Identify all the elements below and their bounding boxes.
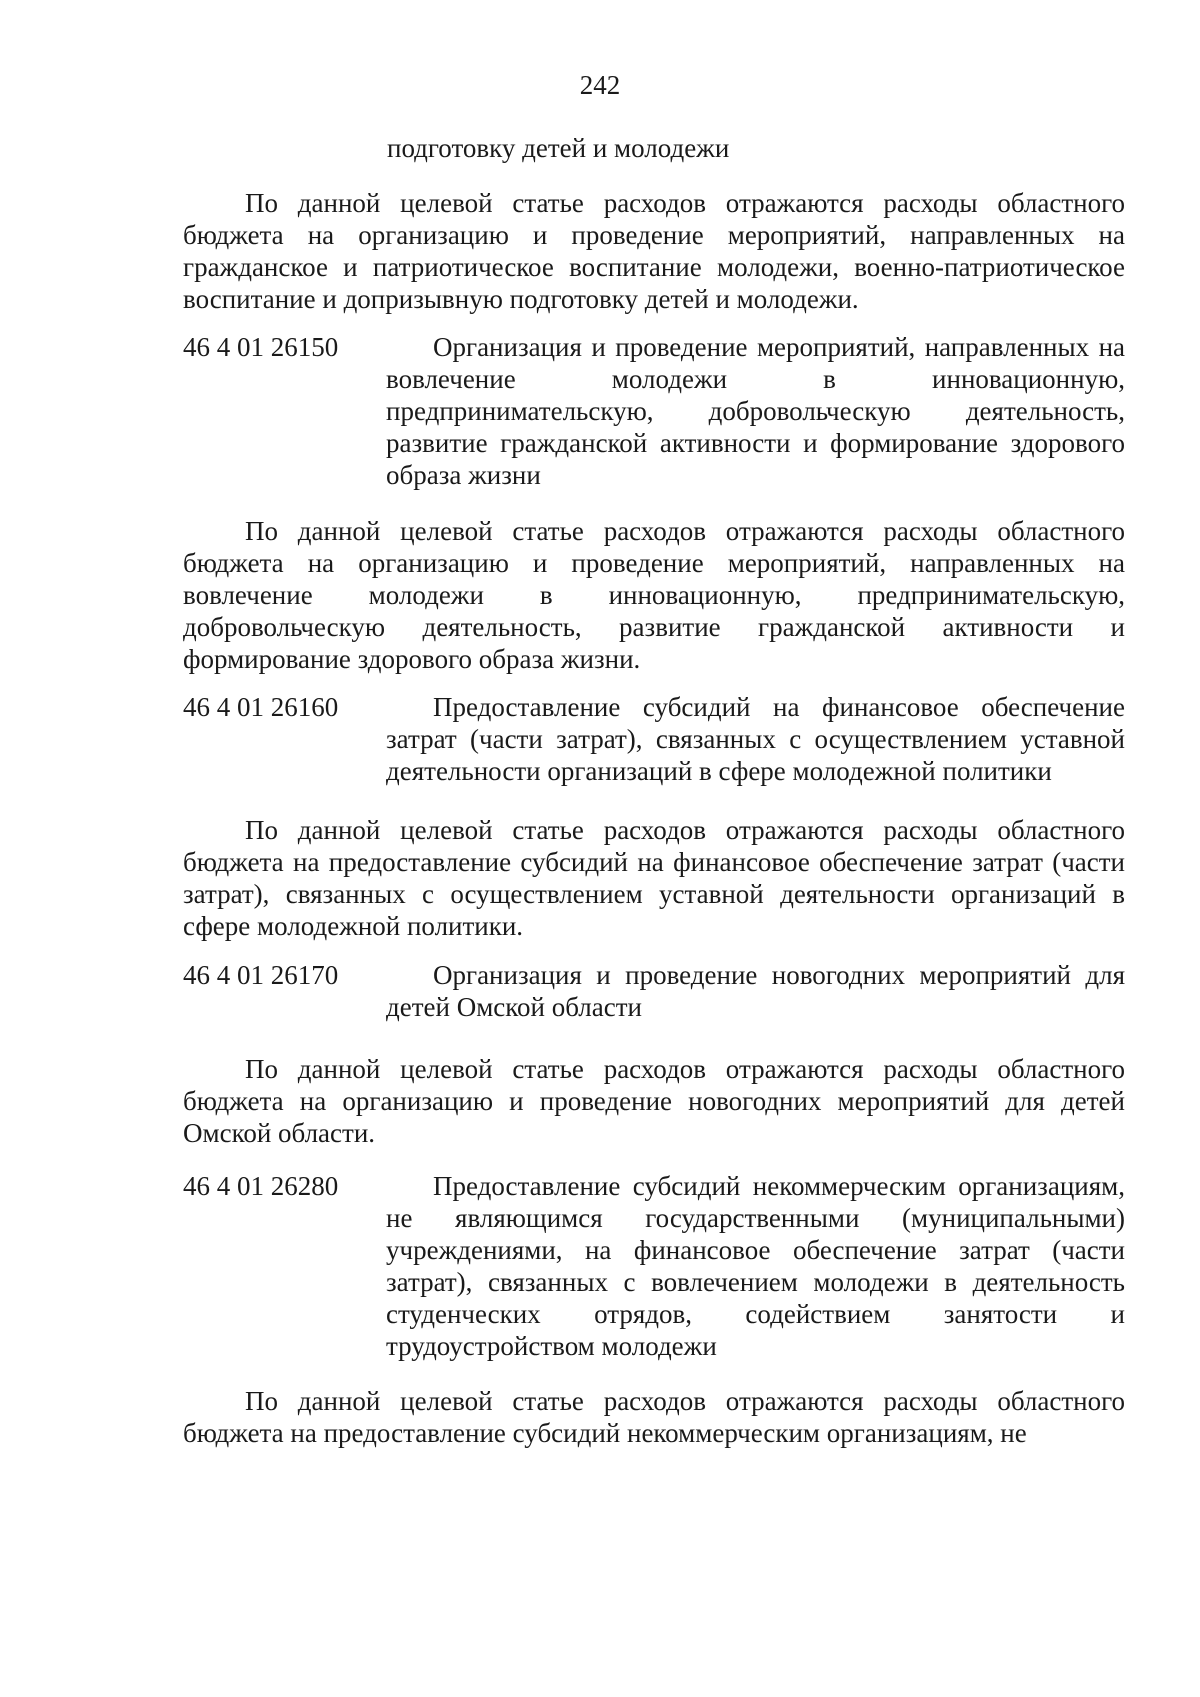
description-paragraph: По данной целевой статье расходов отражаются расходы областного бюджета на организацию и проведение мероприятий, направленных на вовлечение молодежи в инновационную, предпринимательскую, добровольческую деятельность, развитие гражданской активности и формирование здорового образа жизни. (183, 516, 1125, 674)
budget-code: 46 4 01 26160 (183, 692, 339, 722)
budget-code: 46 4 01 26170 (183, 960, 339, 990)
description-paragraph: По данной целевой статье расходов отражаются расходы областного бюджета на организацию и проведение мероприятий, направленных на гражданское и патриотическое воспитание молодежи, военно-патриотическое воспитание и допризывную подготовку детей и молодежи. (183, 188, 1125, 314)
section-heading-continuation: подготовку детей и молодежи (387, 133, 730, 163)
page-number: 242 (579, 70, 621, 100)
description-paragraph: По данной целевой статье расходов отражаются расходы областного бюджета на предоставление субсидий некоммерческим организациям, не (183, 1386, 1125, 1448)
budget-entry-title: Организация и проведение новогодних мероприятий для детей Омской области (386, 960, 1125, 1022)
description-paragraph: По данной целевой статье расходов отражаются расходы областного бюджета на организацию и проведение новогодних мероприятий для детей Омской области. (183, 1054, 1125, 1148)
budget-entry-title: Предоставление субсидий на финансовое обеспечение затрат (части затрат), связанных с осуществлением уставной деятельности организаций в сфере молодежной политики (386, 692, 1125, 786)
description-paragraph: По данной целевой статье расходов отражаются расходы областного бюджета на предоставление субсидий на финансовое обеспечение затрат (части затрат), связанных с осуществлением уставной деятельности организаций в сфере молодежной политики. (183, 815, 1125, 941)
budget-code: 46 4 01 26280 (183, 1171, 339, 1201)
budget-entry-title: Организация и проведение мероприятий, направленных на вовлечение молодежи в инновационную, предпринимательскую, добровольческую деятельность, развитие гражданской активности и формирование здорового образа жизни (386, 332, 1125, 490)
budget-entry-title: Предоставление субсидий некоммерческим организациям, не являющимся государственными (муниципальными) учреждениями, на финансовое обеспечение затрат (части затрат), связанных с вовлечением молодежи в деятельность студенческих отрядов, содействием занятости и трудоустройством молодежи (386, 1171, 1125, 1361)
budget-code: 46 4 01 26150 (183, 332, 339, 362)
